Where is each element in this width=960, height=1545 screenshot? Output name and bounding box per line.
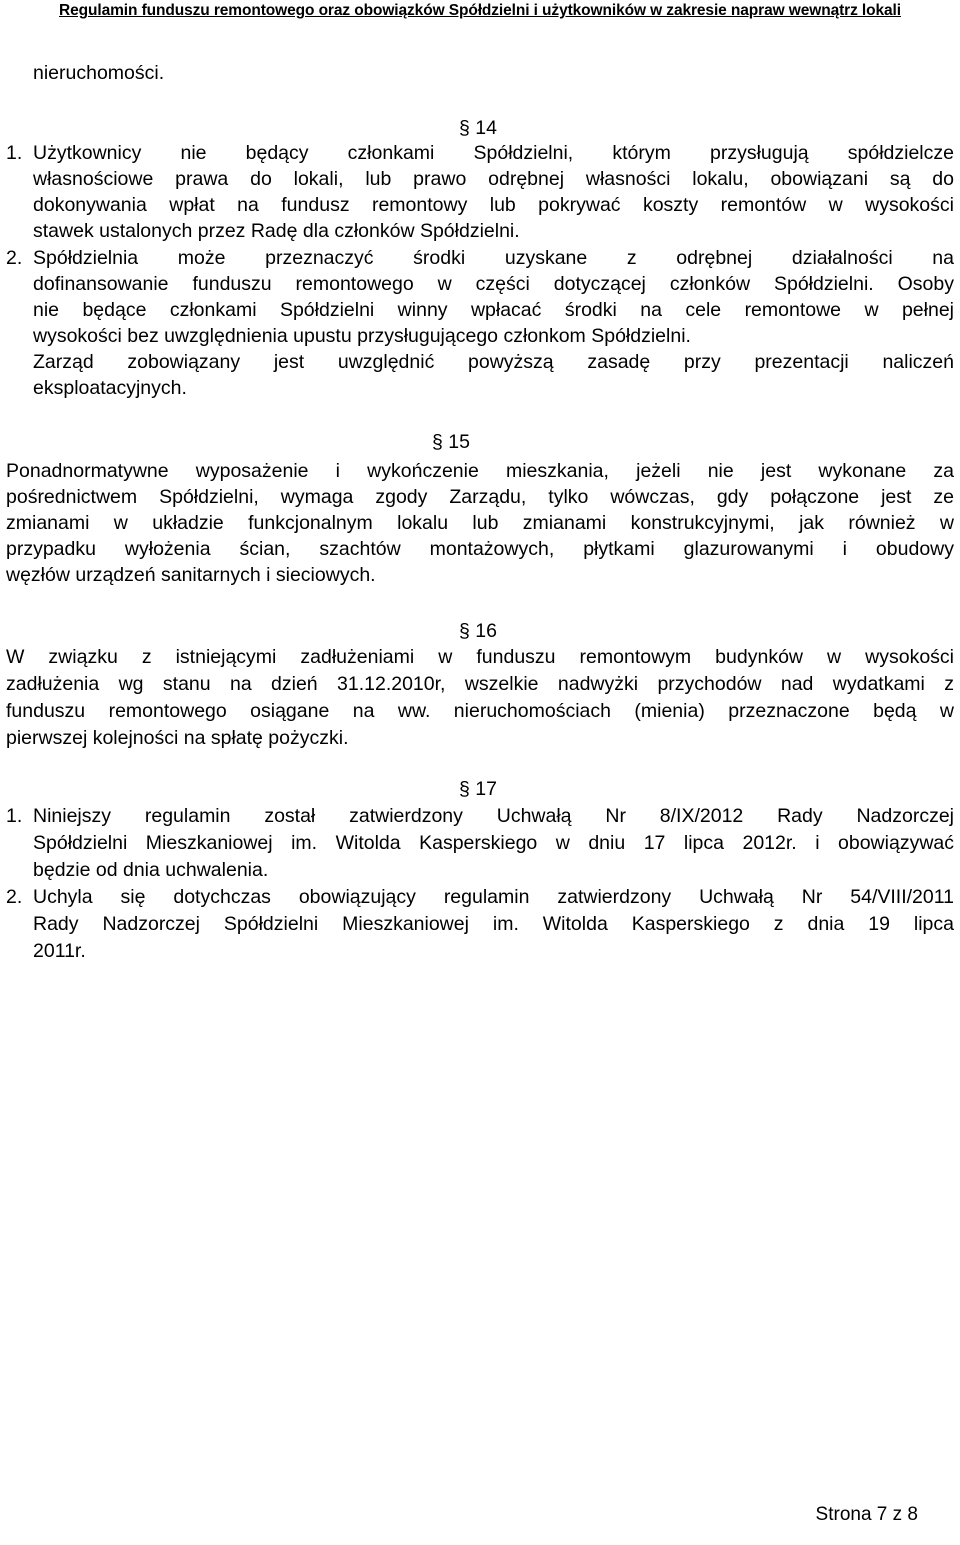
s15-line-5: węzłów urządzeń sanitarnych i sieciowych.	[6, 564, 376, 586]
s15-line-2: pośrednictwem Spółdzielni, wymaga zgody Zarządu, tylko wówczas, gdy połączone jest ze	[6, 486, 954, 508]
s14-p2-line-1: Spółdzielnia może przeznaczyć środki uzyskane z odrębnej działalności na	[33, 247, 954, 269]
section-16-heading: § 16	[459, 620, 497, 642]
section-15-heading: § 15	[432, 431, 470, 453]
s14-item-1-number: 1.	[6, 142, 23, 164]
s14-p2-line-2: dofinansowanie funduszu remontowego w części dotyczącej członków Spółdzielni. Osoby	[33, 273, 954, 295]
top-fragment: nieruchomości.	[33, 62, 165, 84]
page-number: Strona 7 z 8	[815, 1504, 918, 1525]
s17-p2-line-2: Rady Nadzorczej Spółdzielni Mieszkaniowej im. Witolda Kasperskiego z dnia 19 lipca	[33, 913, 954, 935]
section-14-heading: § 14	[459, 117, 497, 139]
s14-p2-line-3: nie będące członkami Spółdzielni winny wpłacać środki na cele remontowe w pełnej	[33, 299, 954, 321]
s16-line-4: pierwszej kolejności na spłatę pożyczki.	[6, 727, 349, 749]
s14-item-2-number: 2.	[6, 247, 23, 269]
s16-line-3: funduszu remontowego osiągane na ww. nieruchomościach (mienia) przeznaczone będą w	[6, 700, 954, 722]
s17-p1-line-2: Spółdzielni Mieszkaniowej im. Witolda Kasperskiego w dniu 17 lipca 2012r. i obowiązywać	[33, 832, 954, 854]
section-17-heading: § 17	[459, 778, 497, 800]
s16-line-1: W związku z istniejącymi zadłużeniami w funduszu remontowym budynków w wysokości	[6, 646, 954, 668]
s17-p2-line-1: Uchyla się dotychczas obowiązujący regulamin zatwierdzony Uchwałą Nr 54/VIII/2011	[33, 886, 954, 908]
s17-item-2-number: 2.	[6, 886, 23, 908]
s14-p1-line-2: własnościowe prawa do lokali, lub prawo odrębnej własności lokalu, obowiązani są do	[33, 168, 954, 190]
page-header: Regulamin funduszu remontowego oraz obowiązków Spółdzielni i użytkowników w zakresie napraw wewnątrz lokali	[59, 2, 901, 19]
s14-p2-line-4: wysokości bez uwzględnienia upustu przysługującego członkom Spółdzielni.	[33, 325, 691, 347]
s14-p1-line-3: dokonywania wpłat na fundusz remontowy lub pokrywać koszty remontów w wysokości	[33, 194, 954, 216]
s15-line-4: przypadku wyłożenia ścian, szachtów montażowych, płytkami glazurowanymi i obudowy	[6, 538, 954, 560]
s16-line-2: zadłużenia wg stanu na dzień 31.12.2010r, wszelkie nadwyżki przychodów nad wydatkami z	[6, 673, 954, 695]
s14-p2-line-5: Zarząd zobowiązany jest uwzględnić powyższą zasadę przy prezentacji naliczeń	[33, 351, 954, 373]
s14-p1-line-1: Użytkownicy nie będący członkami Spółdzielni, którym przysługują spółdzielcze	[33, 142, 954, 164]
s17-p1-line-1: Niniejszy regulamin został zatwierdzony Uchwałą Nr 8/IX/2012 Rady Nadzorczej	[33, 805, 954, 827]
s14-p2-line-6: eksploatacyjnych.	[33, 377, 187, 399]
s15-line-1: Ponadnormatywne wyposażenie i wykończenie mieszkania, jeżeli nie jest wykonane za	[6, 460, 954, 482]
s17-item-1-number: 1.	[6, 805, 23, 827]
s17-p1-line-3: będzie od dnia uchwalenia.	[33, 859, 269, 881]
s14-p1-line-4: stawek ustalonych przez Radę dla członków Spółdzielni.	[33, 220, 520, 242]
s17-p2-line-3: 2011r.	[33, 940, 86, 962]
s15-line-3: zmianami w układzie funkcjonalnym lokalu lub zmianami konstrukcyjnymi, jak również w	[6, 512, 954, 534]
